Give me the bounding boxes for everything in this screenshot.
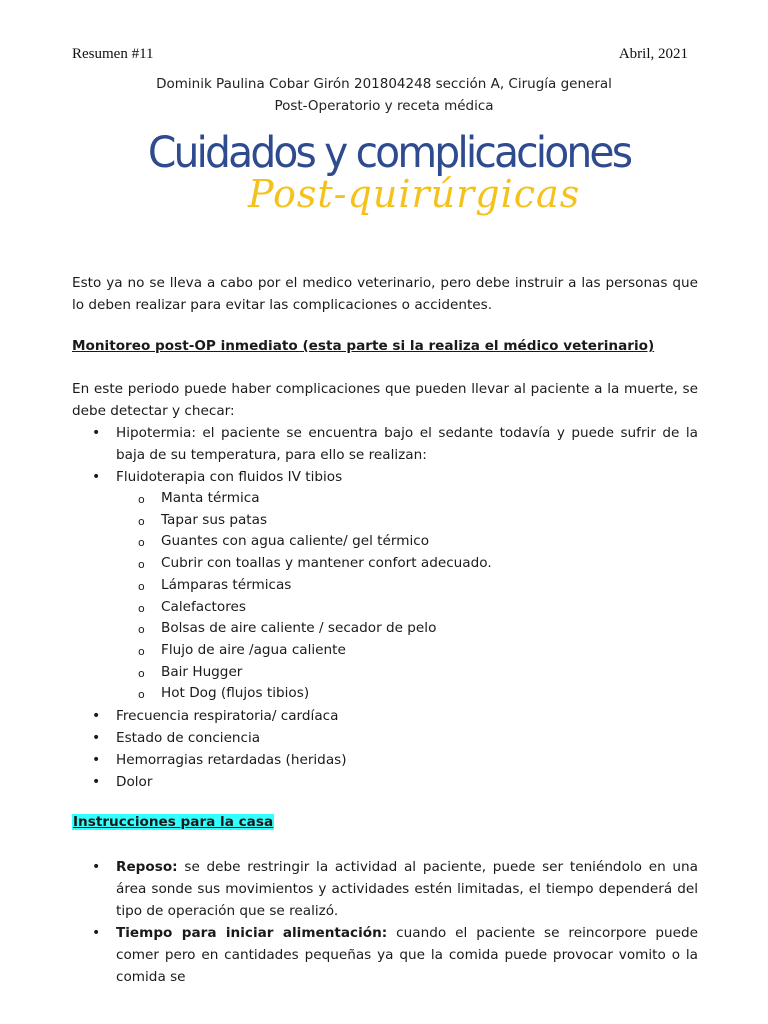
home-instructions-list bbox=[0, 856, 698, 988]
item-term: Tiempo para iniciar alimentación: bbox=[116, 925, 388, 941]
list-item: • Dolor bbox=[0, 771, 698, 793]
sub-list-item: o Calefactores bbox=[0, 597, 698, 619]
sub-list-item: o Lámparas térmicas bbox=[0, 575, 698, 597]
list-item: • Hemorragias retardadas (heridas) bbox=[0, 749, 698, 771]
monitoring-intro-paragraph: En este periodo puede haber complicaciones que pueden llevar al paciente a la muerte, se debe detectar y checar: bbox=[72, 381, 698, 419]
sub-list-item: o Manta térmica bbox=[0, 488, 698, 510]
intro-paragraph: Esto ya no se lleva a cabo por el medico veterinario, pero debe instruir a las personas que lo deben realizar para evitar las complicaciones o accidentes. bbox=[72, 275, 698, 313]
document-date: Abril, 2021 bbox=[618, 46, 688, 62]
monitoring-heading: Monitoreo post-OP inmediato (esta parte si la realiza el médico veterinario) bbox=[72, 338, 655, 354]
list-item bbox=[0, 922, 698, 988]
sub-list-item: o Cubrir con toallas y mantener confort adecuado. bbox=[0, 553, 698, 575]
subtitle-line: Post-Operatorio y receta médica bbox=[274, 98, 494, 114]
sub-list-item: o Bolsas de aire caliente / secador de pelo bbox=[0, 618, 698, 640]
page-title: Cuidados y complicaciones bbox=[147, 128, 631, 178]
sub-list-item: o Tapar sus patas bbox=[0, 510, 698, 532]
page-title-script: Post-quirúrgicas bbox=[248, 172, 581, 216]
home-instructions-heading: Instrucciones para la casa bbox=[73, 814, 274, 830]
list-item bbox=[0, 856, 698, 922]
item-text: se debe restringir la actividad al paciente, puede ser teniéndolo en una área sonde sus movimientos y actividades estén limitadas, el tiempo dependerá del tipo de operación que se realizó. bbox=[116, 859, 698, 919]
monitoring-list bbox=[0, 422, 698, 793]
list-item: • Hipotermia: el paciente se encuentra bajo el sedante todavía y puede sufrir de la baja de su temperatura, para ello se realizan: bbox=[0, 422, 698, 466]
item-term: Reposo: bbox=[116, 859, 178, 875]
summary-number: Resumen #11 bbox=[72, 46, 154, 62]
author-line: Dominik Paulina Cobar Girón 201804248 sección A, Cirugía general bbox=[156, 76, 612, 92]
sub-list-item: o Hot Dog (flujos tibios) bbox=[0, 683, 698, 705]
list-item: • Frecuencia respiratoria/ cardíaca bbox=[0, 705, 698, 727]
list-item: • Fluidoterapia con fluidos IV tibios bbox=[0, 466, 698, 488]
list-item: • Estado de conciencia bbox=[0, 727, 698, 749]
item-text: cuando el paciente se reincorpore puede comer pero en cantidades pequeñas ya que la comida puede provocar vomito o la comida se bbox=[116, 925, 698, 985]
sub-list-item: o Bair Hugger bbox=[0, 662, 698, 684]
sub-list-item: o Flujo de aire /agua caliente bbox=[0, 640, 698, 662]
sub-list-item: o Guantes con agua caliente/ gel térmico bbox=[0, 531, 698, 553]
